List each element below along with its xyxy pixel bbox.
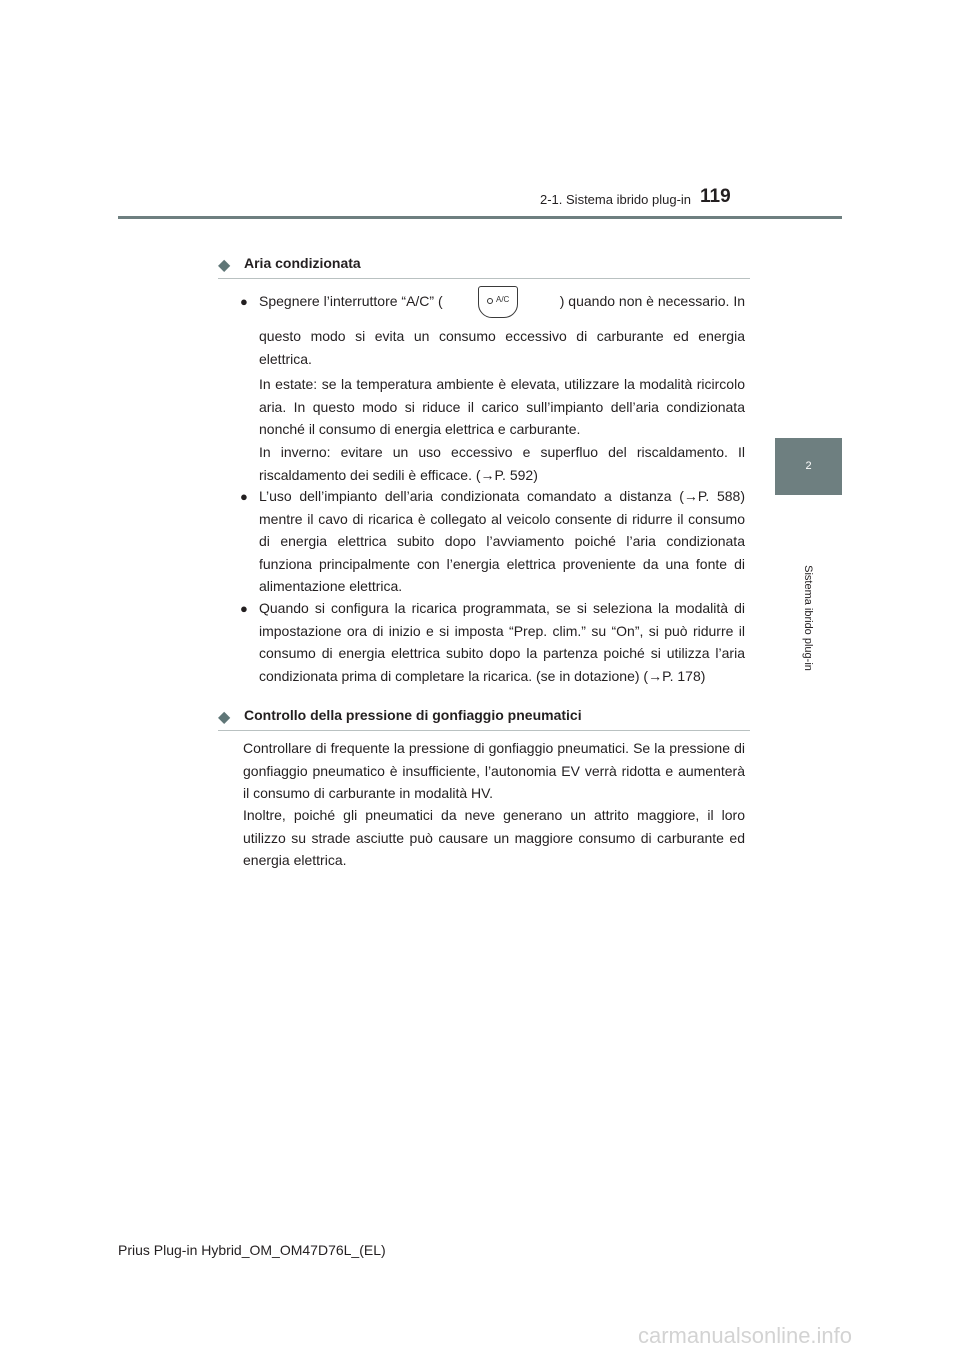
circle-bullet-icon: ● bbox=[240, 601, 248, 616]
paragraph: L’uso dell’impianto dell’aria condizionata comandato a distanza (→P. 588) mentre il cavo di ricarica è collegato al veicolo consente di ridurre il consumo di energia elettrica subito dopo l’avviamento poiché l’aria condizionata funziona principalmente con l’energia elettrica proveniente da una fonte di alimentazione elettrica. bbox=[259, 488, 745, 594]
diamond-bullet-icon: ◆ bbox=[218, 257, 231, 274]
side-tab-spacer bbox=[775, 219, 842, 438]
paragraph-line: ) quando non è necessario. In bbox=[559, 293, 745, 309]
section-heading-aria-condizionata bbox=[218, 253, 750, 279]
paragraph: Controllare di frequente la pressione di gonfiaggio pneumatici. Se la pressione di gonfiaggio pneumatico è insufficiente, l’autonomia EV verrà ridotta e aumenterà il consumo di carburante in modalità HV. bbox=[243, 740, 745, 801]
diamond-bullet-icon: ◆ bbox=[218, 709, 231, 726]
chapter-number-tab bbox=[775, 438, 842, 495]
section-title: 2-1. Sistema ibrido plug-in bbox=[540, 192, 692, 207]
ac-button-illustration bbox=[478, 286, 518, 318]
circle-bullet-icon: ● bbox=[240, 294, 248, 309]
section-heading-text: Controllo della pressione di gonfiaggio pneumatici bbox=[244, 707, 582, 723]
watermark: carmanualsonline.info bbox=[638, 1323, 853, 1348]
paragraph: Quando si configura la ricarica programmata, se si seleziona la modalità di impostazione ora di inizio e si imposta “Prep. clim.” su “On”, si può ridurre il consumo di energia elettrica subito dopo la partenza poiché si utilizza l’aria condizionata prima di completare la ricarica. (se in dotazione) (→P. 178) bbox=[259, 600, 745, 684]
paragraph: In inverno: evitare un uso eccessivo e superfluo del riscaldamento. Il riscaldamento dei sedili è efficace. (→P. 592) bbox=[259, 444, 745, 483]
footer-document-id: Prius Plug-in Hybrid_OM_OM47D76L_(EL) bbox=[118, 1242, 386, 1258]
ac-button-label: A/C bbox=[496, 295, 510, 304]
page-number: 119 bbox=[700, 186, 731, 207]
section-heading-pressione-pneumatici bbox=[218, 705, 750, 731]
circle-bullet-icon: ● bbox=[240, 489, 248, 504]
paragraph-line: Spegnere l’interruttore “A/C” ( bbox=[259, 293, 443, 309]
section-heading-text: Aria condizionata bbox=[244, 255, 361, 271]
indicator-dot-icon bbox=[487, 298, 493, 304]
chapter-label-box bbox=[798, 565, 818, 671]
paragraph: In estate: se la temperatura ambiente è elevata, utilizzare la modalità ricircolo aria. In questo modo si riduce il carico sull’impianto dell’aria condizionata nonché il consumo di energia elettrica e carburante. bbox=[259, 376, 745, 437]
chapter-label: Sistema ibrido plug-in bbox=[802, 565, 814, 671]
chapter-number: 2 bbox=[805, 460, 812, 472]
paragraph: questo modo si evita un consumo eccessivo di carburante ed energia elettrica. bbox=[259, 328, 745, 367]
paragraph: Inoltre, poiché gli pneumatici da neve generano un attrito maggiore, il loro utilizzo su strade asciutte può causare un maggiore consumo di carburante ed energia elettrica. bbox=[243, 807, 745, 868]
header-divider bbox=[118, 216, 842, 219]
